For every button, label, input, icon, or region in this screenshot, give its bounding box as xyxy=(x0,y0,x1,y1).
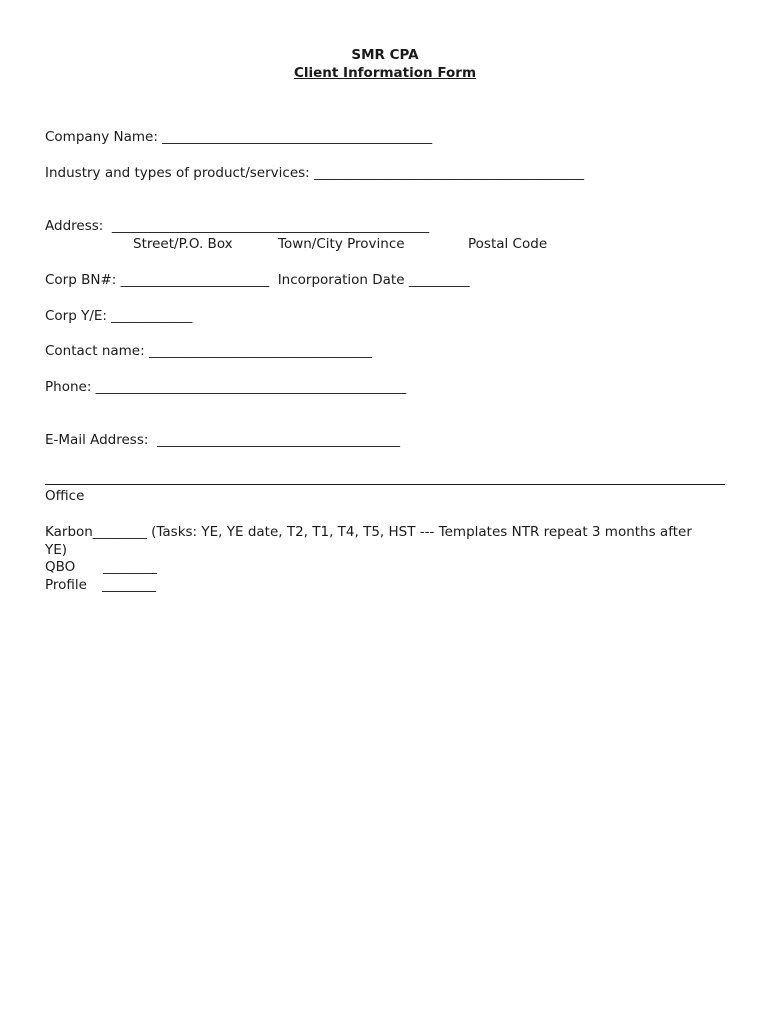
office-divider xyxy=(45,484,725,485)
profile-blank: ________ xyxy=(102,577,156,593)
qbo-label: QBO xyxy=(45,559,76,575)
industry-field: Industry and types of product/services: ________________________________________ xyxy=(45,165,584,181)
company-name-field: Company Name: ________________________________________ xyxy=(45,129,433,145)
address-sub-town: Town/City Province xyxy=(278,236,405,252)
office-heading: Office xyxy=(45,488,85,504)
address-sub-postal: Postal Code xyxy=(468,236,548,252)
profile-label: Profile xyxy=(45,577,87,593)
email-field: E-Mail Address: ____________________________________ xyxy=(45,432,401,448)
qbo-blank: ________ xyxy=(103,559,157,575)
corp-bn-field: Corp BN#: ______________________ Incorporation Date _________ xyxy=(45,272,470,288)
corp-ye-field: Corp Y/E: ____________ xyxy=(45,308,193,324)
firm-name: SMR CPA xyxy=(351,47,419,63)
contact-name-field: Contact name: _________________________________ xyxy=(45,343,372,359)
form-title: Client Information Form xyxy=(293,65,477,81)
phone-field: Phone: ______________________________________________ xyxy=(45,379,407,395)
karbon-line: Karbon________ (Tasks: YE, YE date, T2, T1, T4, T5, HST --- Templates NTR repeat 3 months after xyxy=(45,524,692,540)
address-sub-street: Street/P.O. Box xyxy=(133,236,233,252)
address-field: Address: _______________________________________________ xyxy=(45,218,430,234)
karbon-line-continued: YE) xyxy=(45,542,68,558)
